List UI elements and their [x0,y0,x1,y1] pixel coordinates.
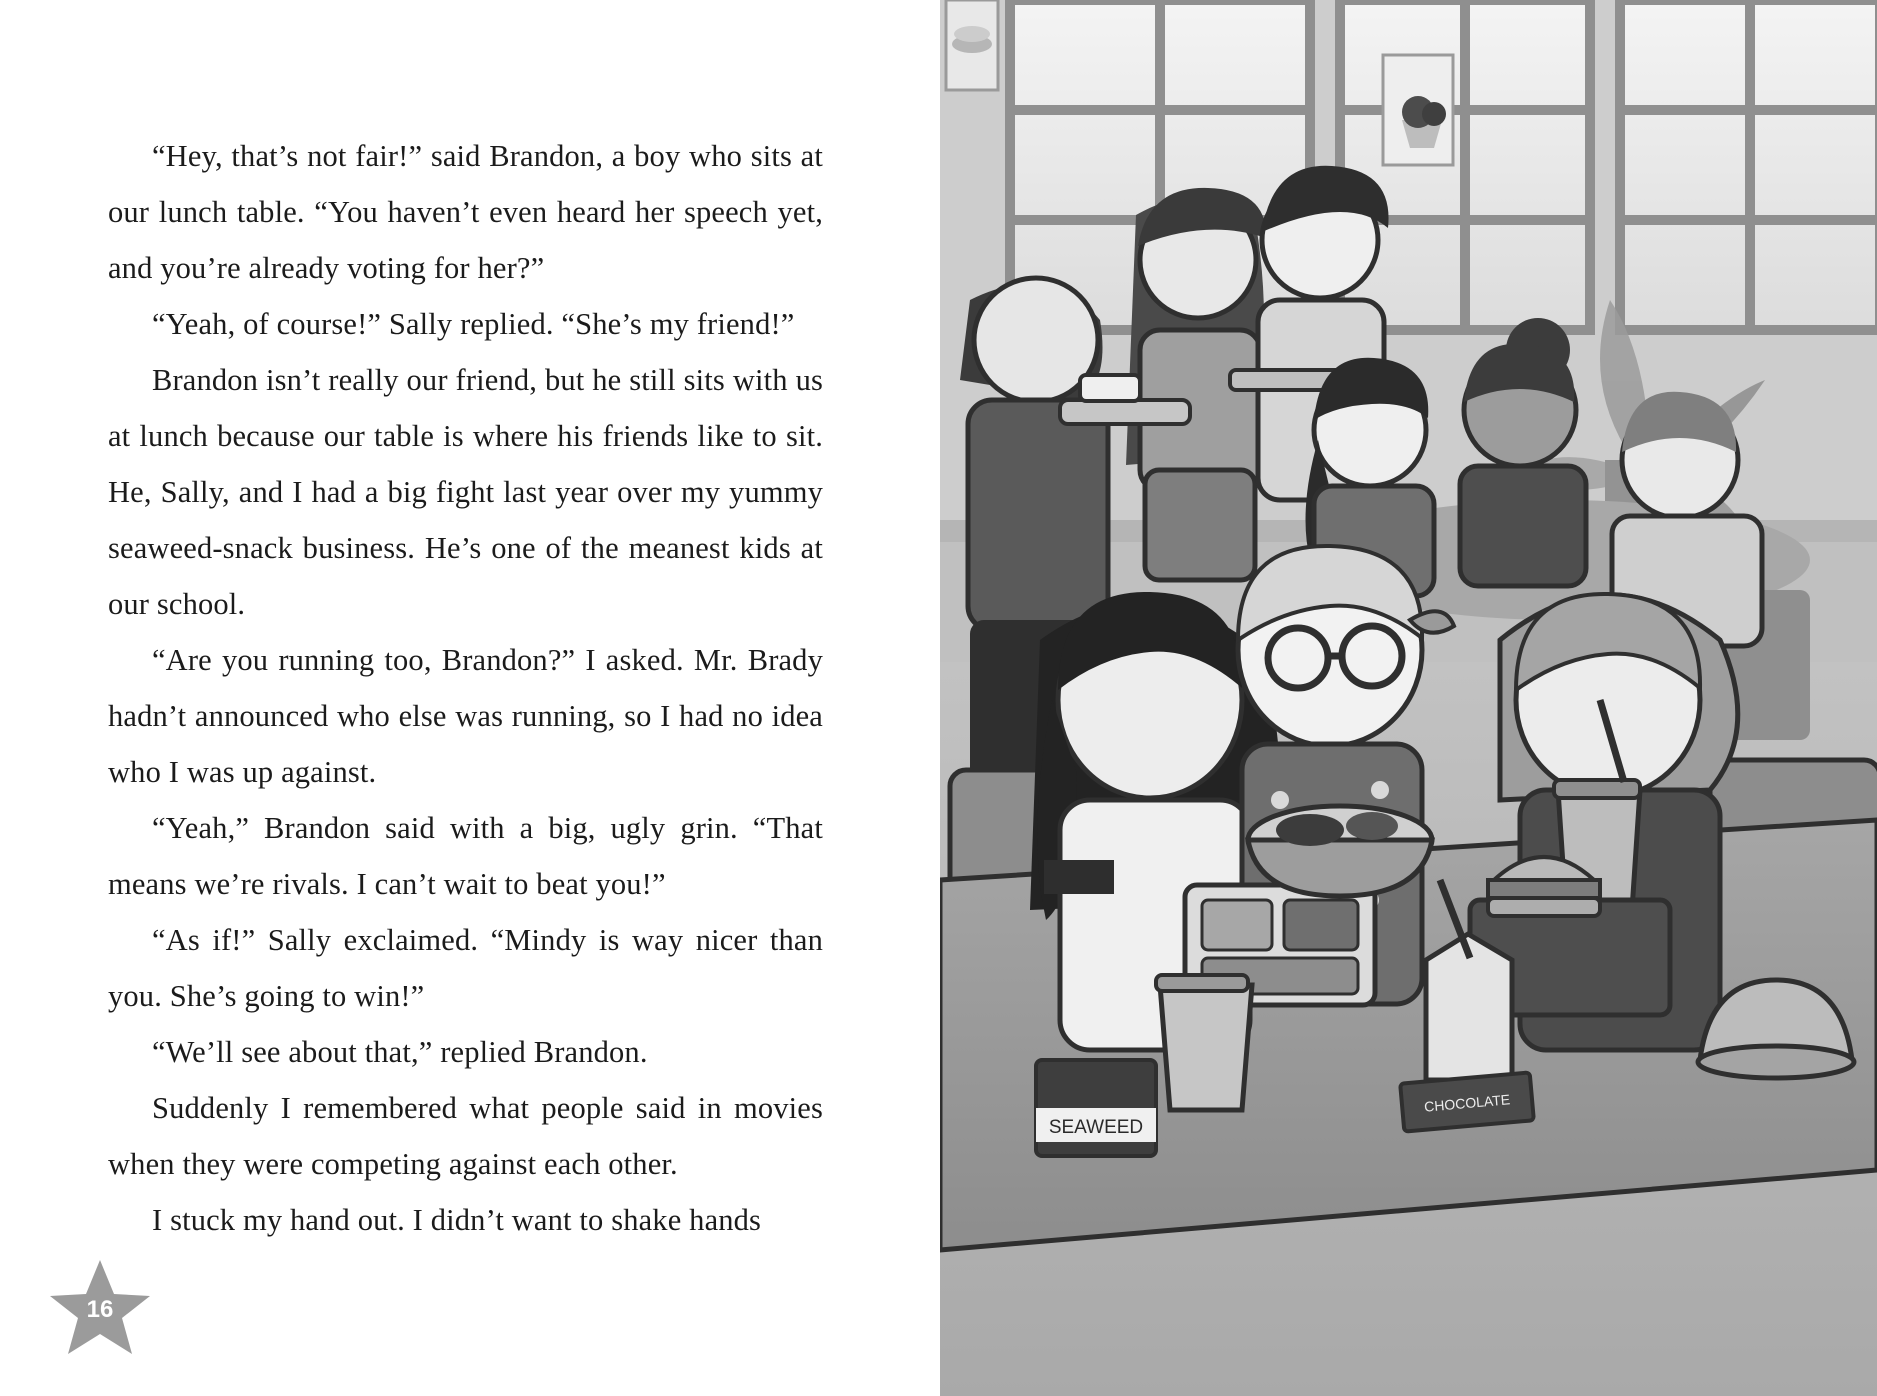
paragraph: I stuck my hand out. I didn’t want to shake hands [152,1203,762,1237]
chocolate-bar [1400,1072,1534,1131]
page-number: 16 [86,1296,114,1323]
chocolate-label: CHOCOLATE [1423,1091,1511,1115]
window-center [1340,0,1590,330]
poster-pancakes [946,0,998,90]
paragraph: “As if!” Sally exclaimed. “Mindy is way nicer than you. She’s going to win!” [108,923,823,1013]
story-body [108,128,823,1248]
paragraph: “We’ll see about that,” replied Brandon. [152,1035,648,1069]
paragraph: Brandon isn’t really our friend, but he still sits with us at lunch because our table is where his friends like to sit. He, Sally, and I had a big fight last year over my yummy seaweed-snack business. He’s one of the meanest kids at our school. [108,363,823,621]
paragraph: “Yeah, of course!” Sally replied. “She’s my friend!” [152,307,795,341]
seaweed-label: SEAWEED [1048,1117,1144,1138]
paragraph: “Are you running too, Brandon?” I asked. Mr. Brady hadn’t announced who else was running, so I had no idea who I was up against. [108,643,823,789]
poster-cupcake [1383,55,1453,165]
page-number-star [48,1258,152,1358]
paragraph: “Hey, that’s not fair!” said Brandon, a boy who sits at our lunch table. “You haven’t even heard her speech yet, and you’re already voting for her?” [108,139,823,285]
drink-cup-small [1156,975,1252,1110]
paragraph: “Yeah,” Brandon said with a big, ugly grin. “That means we’re rivals. I can’t wait to beat you!” [108,811,823,901]
bowl-snacks [1248,806,1432,896]
cafeteria-illustration [940,0,1877,1396]
window-right [1620,0,1877,330]
paragraph: Suddenly I remembered what people said in movies when they were competing against each other. [108,1091,823,1181]
illustration-page [940,0,1877,1396]
seaweed-snack-bag [1036,1060,1156,1156]
